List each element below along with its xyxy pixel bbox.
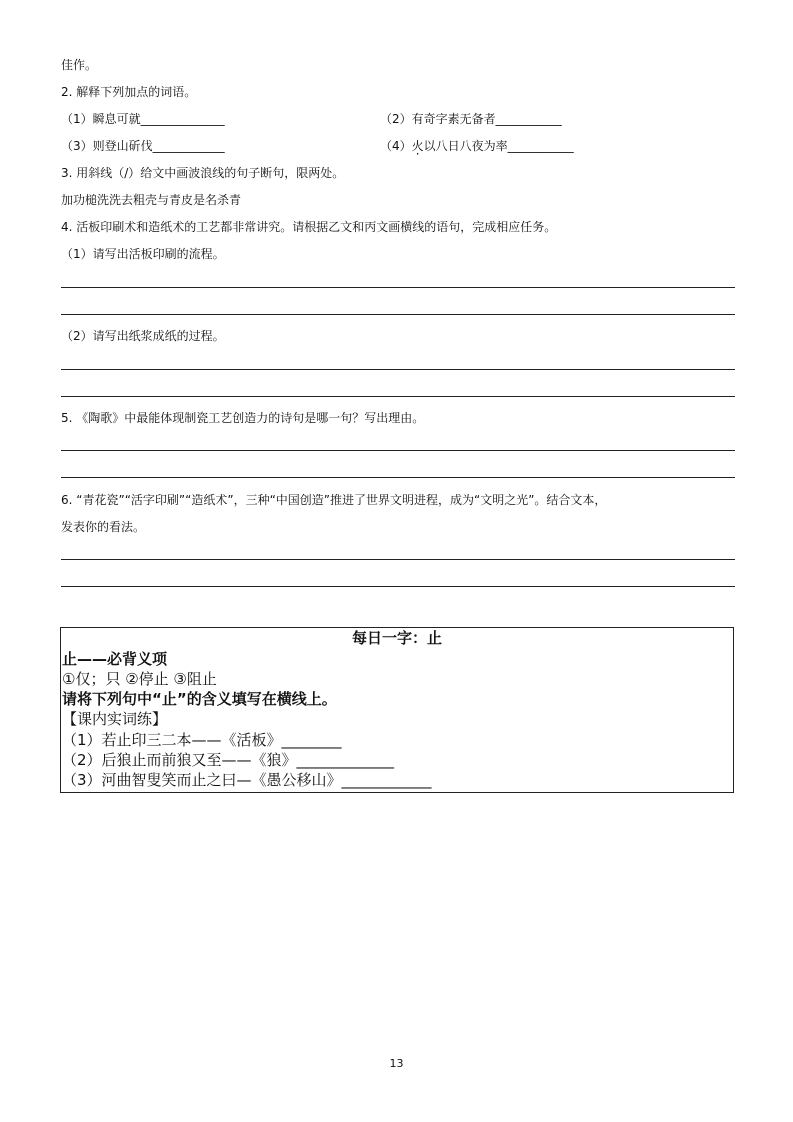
question-2-item-1 <box>61 111 225 127</box>
box-instruction: 请将下列句中“止”的含义填写在横线上。 <box>62 690 337 708</box>
practice-item[interactable]: （2）后狼止而前狼又至——《狼》_____________ <box>62 751 395 769</box>
practice-item[interactable]: （1）若止印三二本——《活板》________ <box>62 731 342 749</box>
answer-line[interactable] <box>61 586 735 587</box>
question-2-item-2 <box>380 111 562 127</box>
question-2-title: 2. 解释下列加点的词语。 <box>61 85 197 99</box>
box-title: 每日一字：止 <box>351 629 442 647</box>
question-5-title: 5. 《陶歌》中最能体现制瓷工艺创造力的诗句是哪一句？写出理由。 <box>61 411 425 425</box>
answer-line[interactable] <box>61 369 735 370</box>
meanings-list: ①仅；只 ②停止 ③阻止 <box>62 670 217 688</box>
practice-item[interactable]: （3）河曲智叟笑而止之曰—《愚公移山》____________ <box>62 771 432 789</box>
text-line: 佳作。 <box>61 58 98 72</box>
box-heading: 止——必背义项 <box>62 650 168 668</box>
item-prefix: （1） <box>61 112 93 126</box>
question-4-sub-1: （1）请写出活板印刷的流程。 <box>61 247 225 261</box>
question-4-title: 4. 活板印刷术和造纸术的工艺都非常讲究。请根据乙文和丙文画横线的语句，完成相应任务。 <box>61 220 557 234</box>
answer-blank[interactable]: ___________ <box>507 139 574 153</box>
question-3-sentence: 加功槌洗洗去粗壳与青皮是名杀青 <box>61 193 242 207</box>
answer-line[interactable] <box>61 477 735 478</box>
answer-line[interactable] <box>61 314 735 315</box>
item-phrase: 瞬息可就 <box>92 112 141 126</box>
question-2-item-4 <box>380 138 574 154</box>
item-prefix: （4） <box>380 139 412 153</box>
question-2-item-3 <box>61 138 225 154</box>
item-phrase: （2）有奇字素无备者 <box>380 112 496 126</box>
item-phrase: 以八日八夜为率 <box>423 139 508 153</box>
answer-line[interactable] <box>61 559 735 560</box>
answer-blank[interactable]: ____________ <box>152 139 225 153</box>
question-6-line-2: 发表你的看法。 <box>61 520 146 534</box>
question-3-title: 3. 用斜线（/）给文中画波浪线的句子断句，限两处。 <box>61 166 345 180</box>
answer-line[interactable] <box>61 450 735 451</box>
answer-blank[interactable]: ___________ <box>495 112 562 126</box>
practice-label: 【课内实词练】 <box>62 710 168 728</box>
daily-character-box <box>60 627 734 793</box>
dotted-character: 火 <box>411 139 424 153</box>
page-number: 13 <box>389 1057 404 1070</box>
answer-line[interactable] <box>61 287 735 288</box>
item-phrase: （3）则登山斫伐 <box>61 139 153 153</box>
answer-line[interactable] <box>61 396 735 397</box>
answer-blank[interactable]: ______________ <box>140 112 225 126</box>
question-4-sub-2: （2）请写出纸浆成纸的过程。 <box>61 329 225 343</box>
question-6-line-1: 6. “青花瓷”“活字印刷”“造纸术”，三种“中国创造”推进了世界文明进程，成为“文明之光”。结合文本， <box>61 493 607 507</box>
